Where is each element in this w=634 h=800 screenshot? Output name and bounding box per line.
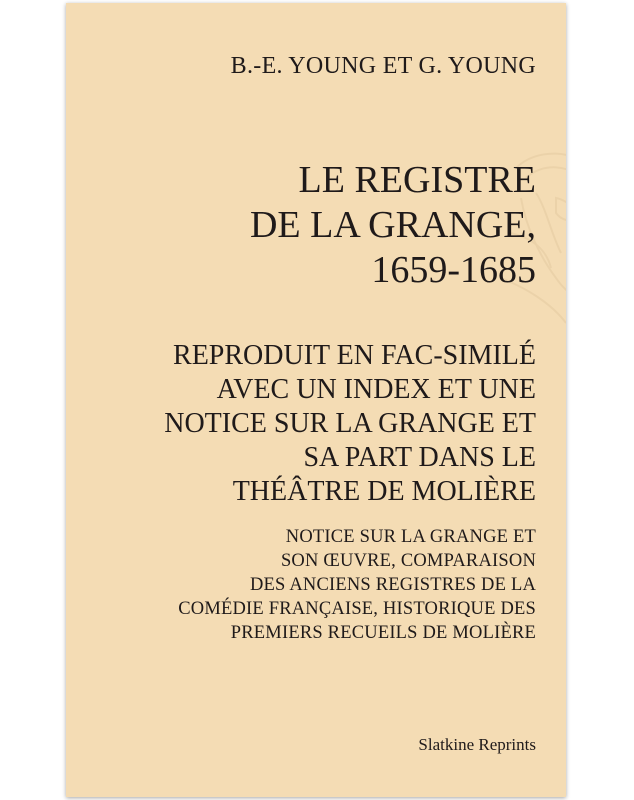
subtitle-line-4: SA PART DANS LE [303,442,536,473]
publisher-name: Slatkine Reprints [418,735,536,754]
notice-block [178,525,536,645]
author-line: B.-E. YOUNG ET G. YOUNG [230,53,536,79]
subtitle-line-3: NOTICE SUR LA GRANGE ET [164,408,536,439]
book-subtitle [164,339,536,509]
book-cover [66,3,566,797]
book-title [250,158,536,293]
subtitle-line-5: THÉÂTRE DE MOLIÈRE [232,476,536,507]
notice-line-3: DES ANCIENS REGISTRES DE LA [250,575,536,595]
notice-line-4: COMÉDIE FRANÇAISE, HISTORIQUE DES [178,599,536,619]
title-line-3: 1659-1685 [371,249,536,291]
subtitle-line-1: REPRODUIT EN FAC-SIMILÉ [173,340,536,371]
subtitle-line-2: AVEC UN INDEX ET UNE [216,374,536,405]
notice-line-1: NOTICE SUR LA GRANGE ET [285,527,536,547]
notice-line-5: PREMIERS RECUEILS DE MOLIÈRE [230,623,536,643]
title-line-1: LE REGISTRE [298,159,536,201]
notice-line-2: SON ŒUVRE, COMPARAISON [280,551,536,571]
title-line-2: DE LA GRANGE, [249,204,536,246]
